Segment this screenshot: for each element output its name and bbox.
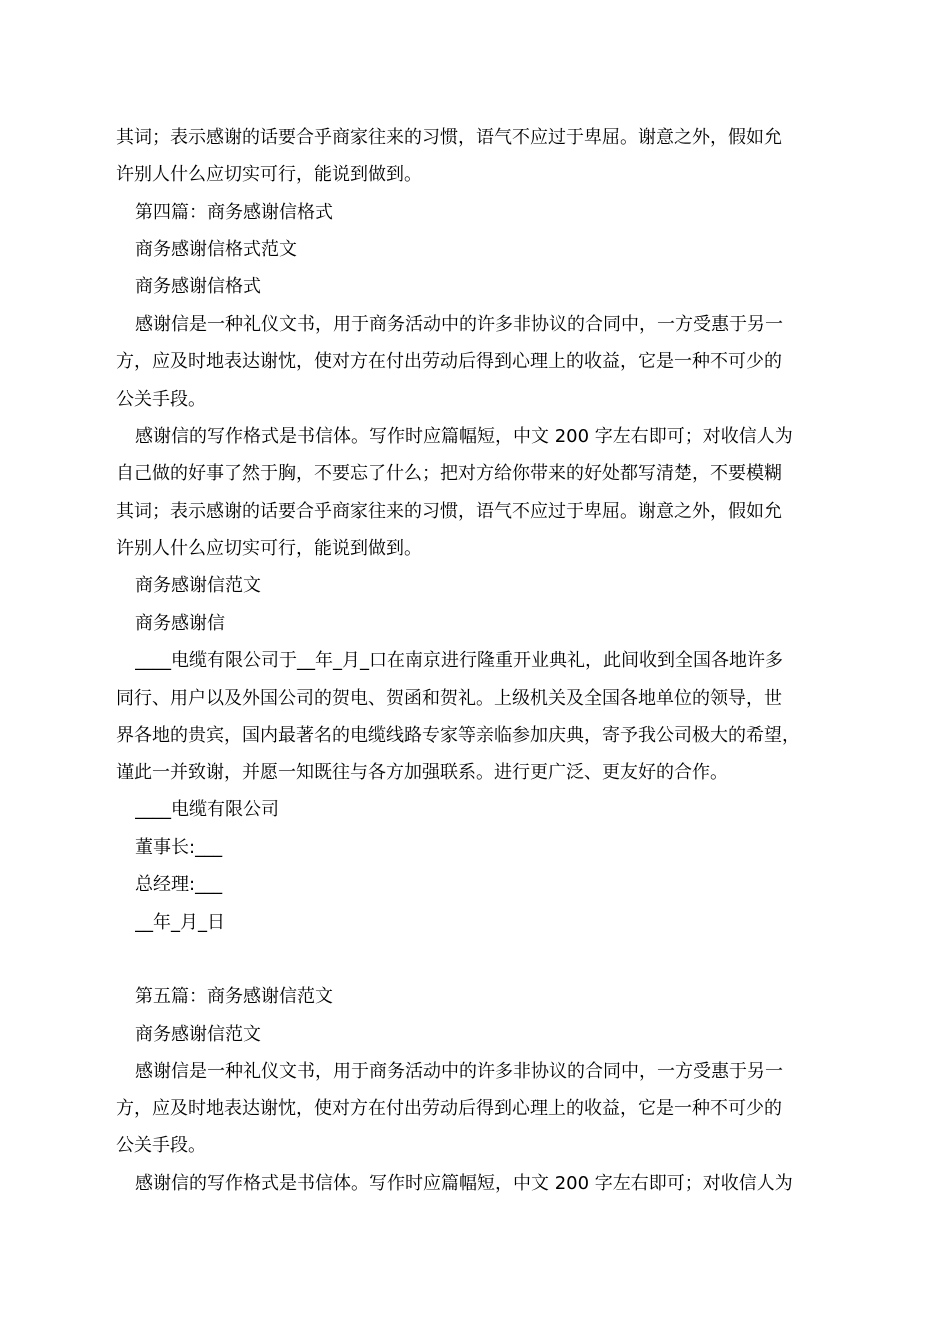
paragraph-line: 感谢信的写作格式是书信体。写作时应篇幅短，中文 200 字左右即可；对收信人为 [135, 1173, 793, 1194]
letter-date: __年_月_日 [135, 912, 225, 933]
letter-body-line: ____电缆有限公司于__年_月_口在南京进行隆重开业典礼，此间收到全国各地许多 [135, 650, 783, 671]
section-subheading: 商务感谢信格式范文 [135, 239, 297, 260]
paragraph-line: 方，应及时地表达谢忱，使对方在付出劳动后得到心理上的收益，它是一种不可少的 [116, 1098, 782, 1119]
section-subheading: 商务感谢信范文 [135, 1024, 261, 1045]
letter-signature-manager: 总经理:___ [135, 874, 223, 895]
letter-body-line: 谨此一并致谢，并愿一知既往与各方加强联系。进行更广泛、更友好的合作。 [116, 762, 728, 783]
paragraph-line: 感谢信是一种礼仪文书，用于商务活动中的许多非协议的合同中，一方受惠于另一 [135, 314, 783, 335]
section-heading: 第五篇：商务感谢信范文 [135, 986, 333, 1007]
paragraph-line: 其词；表示感谢的话要合乎商家往来的习惯，语气不应过于卑屈。谢意之外，假如允 [116, 501, 782, 522]
letter-body-line: 同行、用户以及外国公司的贺电、贺函和贺礼。上级机关及全国各地单位的领导，世 [116, 688, 782, 709]
paragraph-line: 方，应及时地表达谢忱，使对方在付出劳动后得到心理上的收益，它是一种不可少的 [116, 351, 782, 372]
paragraph-line: 其词；表示感谢的话要合乎商家往来的习惯，语气不应过于卑屈。谢意之外，假如允 [116, 127, 782, 148]
letter-signature-company: ____电缆有限公司 [135, 799, 279, 820]
letter-signature-chairman: 董事长:___ [135, 837, 223, 858]
section-subheading: 商务感谢信范文 [135, 575, 261, 596]
section-subheading: 商务感谢信格式 [135, 276, 261, 297]
section-heading: 第四篇：商务感谢信格式 [135, 202, 333, 223]
paragraph-line: 许别人什么应切实可行，能说到做到。 [116, 538, 422, 559]
letter-title: 商务感谢信 [135, 613, 225, 634]
paragraph-line: 自己做的好事了然于胸，不要忘了什么；把对方给你带来的好处都写清楚，不要模糊 [116, 463, 782, 484]
paragraph-line: 感谢信的写作格式是书信体。写作时应篇幅短，中文 200 字左右即可；对收信人为 [135, 426, 793, 447]
letter-body-line: 界各地的贵宾，国内最著名的电缆线路专家等亲临参加庆典，寄予我公司极大的希望， [116, 725, 800, 746]
paragraph-line: 许别人什么应切实可行，能说到做到。 [116, 164, 422, 185]
paragraph-line: 公关手段。 [116, 389, 206, 410]
paragraph-line: 感谢信是一种礼仪文书，用于商务活动中的许多非协议的合同中，一方受惠于另一 [135, 1061, 783, 1082]
paragraph-line: 公关手段。 [116, 1135, 206, 1156]
